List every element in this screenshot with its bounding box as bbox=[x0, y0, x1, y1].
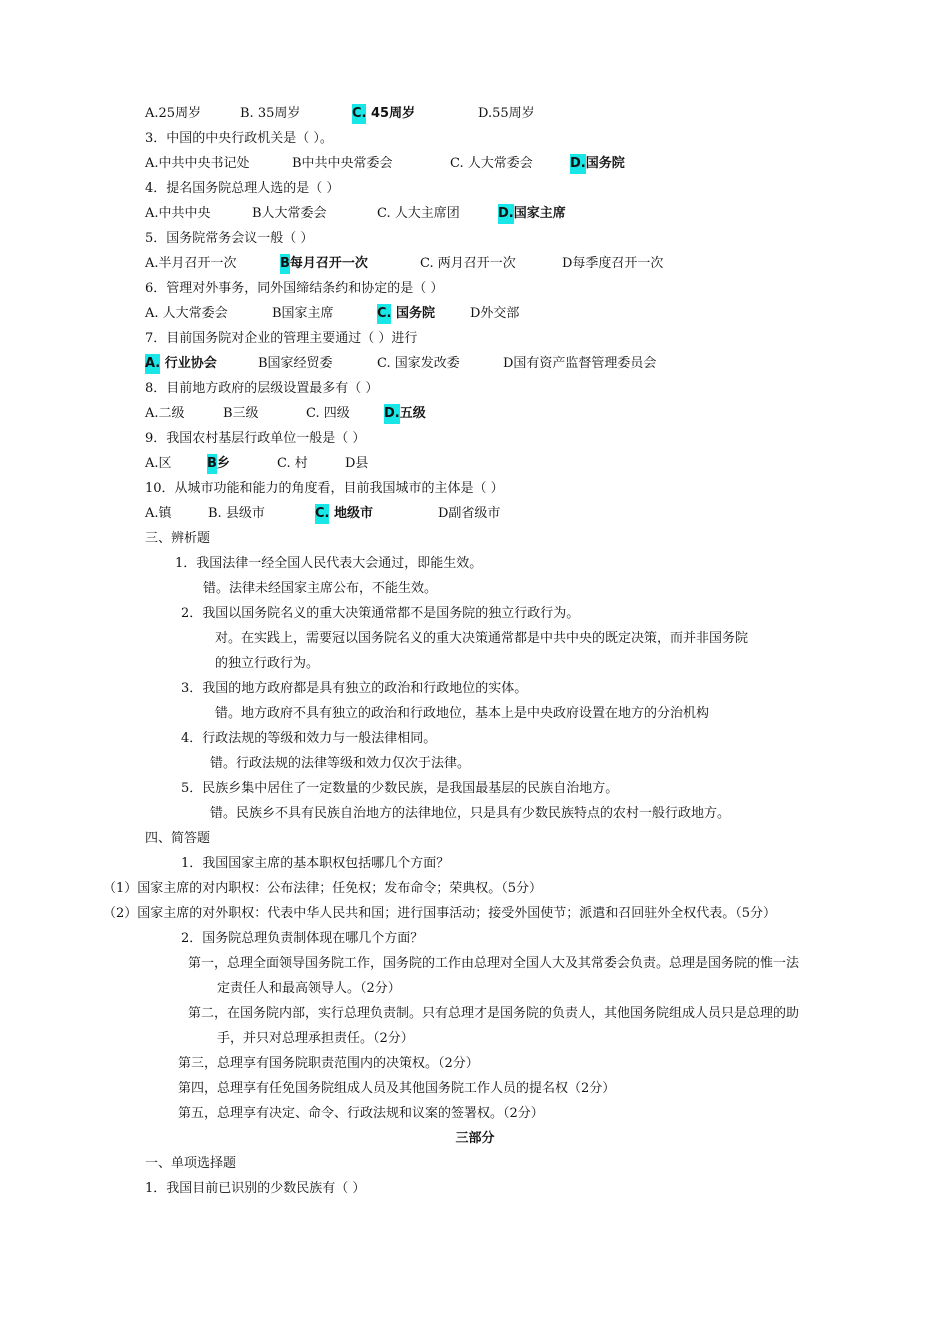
option-a: A.半月召开一次 bbox=[145, 256, 237, 271]
short-question-1: 1．我国国家主席的基本职权包括哪几个方面？ bbox=[181, 856, 450, 871]
answer-option-a: A. 行业协会 bbox=[145, 354, 217, 374]
option-d: D每季度召开一次 bbox=[562, 256, 664, 271]
option-b: B中共中央常委会 bbox=[292, 156, 393, 171]
question-10-stem: 10．从城市功能和能力的角度看，目前我国城市的主体是（ ） bbox=[145, 481, 504, 496]
short-answer-1-2: （2）国家主席的对外职权：代表中华人民共和国；进行国事活动；接受外国使节；派遣和召回驻外全权代表。（5分） bbox=[103, 906, 777, 921]
option-d: D.55周岁 bbox=[478, 106, 535, 121]
section-heading: 一、单项选择题 bbox=[145, 1156, 237, 1171]
part-title: 三部分 bbox=[455, 1131, 495, 1146]
question-5-stem: 5．国务院常务会议一般（ ） bbox=[145, 231, 314, 246]
answer-option-d: D.五级 bbox=[384, 404, 426, 424]
answer-highlight: B bbox=[207, 454, 217, 474]
option-b: B. 35周岁 bbox=[240, 106, 301, 121]
option-a: A.中共中央书记处 bbox=[145, 156, 250, 171]
short-question-2: 2．国务院总理负责制体现在哪几个方面？ bbox=[181, 931, 424, 946]
option-c: C. 村 bbox=[277, 456, 308, 471]
option-d: D国有资产监督管理委员会 bbox=[503, 356, 657, 371]
judge-answer-2: 对。在实践上，需要冠以国务院名义的重大决策通常都是中共中央的既定决策，而并非国务院 bbox=[215, 631, 749, 646]
question-7-stem: 7．目前国务院对企业的管理主要通过（ ）进行 bbox=[145, 331, 418, 346]
answer-highlight: C. bbox=[352, 104, 366, 124]
question-4-stem: 4．提名国务院总理人选的是（ ） bbox=[145, 181, 340, 196]
option-d: D外交部 bbox=[470, 306, 520, 321]
question-3-stem: 3．中国的中央行政机关是（ ）。 bbox=[145, 131, 333, 146]
option-c: C. 人大主席团 bbox=[377, 206, 460, 221]
answer-option-d: D.国务院 bbox=[570, 154, 625, 174]
question-9-stem: 9．我国农村基层行政单位一般是（ ） bbox=[145, 431, 366, 446]
option-c: C. 两月召开一次 bbox=[420, 256, 516, 271]
option-c: C. 人大常委会 bbox=[450, 156, 533, 171]
option-c: C. 国家发改委 bbox=[377, 356, 460, 371]
judge-answer-1: 错。法律未经国家主席公布，不能生效。 bbox=[203, 581, 438, 596]
answer-highlight: A. bbox=[145, 354, 160, 374]
short-answer-2-3: 第三，总理享有国务院职责范围内的决策权。（2分） bbox=[178, 1056, 479, 1071]
judge-answer-4: 错。行政法规的法律等级和效力仅次于法律。 bbox=[210, 756, 471, 771]
option-c: C. 四级 bbox=[306, 406, 350, 421]
question-1-stem: 1．我国目前已识别的少数民族有（ ） bbox=[145, 1181, 366, 1196]
judge-question-5: 5．民族乡集中居住了一定数量的少数民族，是我国最基层的民族自治地方。 bbox=[181, 781, 619, 796]
judge-answer-3: 错。地方政府不具有独立的政治和行政地位，基本上是中央政府设置在地方的分治机构 bbox=[215, 706, 710, 721]
option-b: B国家主席 bbox=[272, 306, 334, 321]
option-b: B国家经贸委 bbox=[258, 356, 333, 371]
section-heading: 四、简答题 bbox=[145, 831, 211, 846]
judge-question-1: 1．我国法律一经全国人民代表大会通过，即能生效。 bbox=[175, 556, 483, 571]
short-answer-1-1: （1）国家主席的对内职权：公布法律；任免权；发布命令；荣典权。（5分） bbox=[103, 881, 543, 896]
answer-option-b: B乡 bbox=[207, 454, 230, 474]
option-a: A.二级 bbox=[145, 406, 185, 421]
judge-question-3: 3．我国的地方政府都是具有独立的政治和行政地位的实体。 bbox=[181, 681, 528, 696]
option-d: D县 bbox=[345, 456, 369, 471]
judge-answer-5: 错。民族乡不具有民族自治地方的法律地位，只是具有少数民族特点的农村一般行政地方。 bbox=[210, 806, 731, 821]
answer-option-b: B每月召开一次 bbox=[280, 254, 368, 274]
short-answer-2-5: 第五，总理享有决定、命令、行政法规和议案的签署权。（2分） bbox=[178, 1106, 544, 1121]
option-a: A.25周岁 bbox=[145, 106, 202, 121]
option-a: A.镇 bbox=[145, 506, 172, 521]
section-heading: 三、辨析题 bbox=[145, 531, 211, 546]
option-b: B人大常委会 bbox=[252, 206, 327, 221]
option-b: B三级 bbox=[223, 406, 259, 421]
answer-option-c: C. 地级市 bbox=[315, 504, 373, 524]
judge-question-4: 4．行政法规的等级和效力与一般法律相同。 bbox=[181, 731, 437, 746]
question-8-stem: 8．目前地方政府的层级设置最多有（ ） bbox=[145, 381, 379, 396]
answer-highlight: D. bbox=[570, 154, 586, 174]
option-a: A.区 bbox=[145, 456, 172, 471]
judge-question-2: 2．我国以国务院名义的重大决策通常都不是国务院的独立行政行为。 bbox=[181, 606, 580, 621]
short-answer-2-1: 第一，总理全面领导国务院工作，国务院的工作由总理对全国人大及其常委会负责。总理是国务院的惟一法 bbox=[188, 956, 800, 971]
answer-highlight: B bbox=[280, 254, 290, 274]
answer-option-c: C. 45周岁 bbox=[352, 104, 415, 124]
answer-highlight: D. bbox=[498, 204, 514, 224]
short-answer-2-4: 第四，总理享有任免国务院组成人员及其他国务院工作人员的提名权（2分） bbox=[178, 1081, 616, 1096]
option-a: A. 人大常委会 bbox=[145, 306, 228, 321]
short-answer-2-2-cont: 手，并只对总理承担责任。（2分） bbox=[217, 1031, 414, 1046]
answer-highlight: D. bbox=[384, 404, 400, 424]
option-d: D副省级市 bbox=[438, 506, 501, 521]
judge-answer-2-cont: 的独立行政行为。 bbox=[215, 656, 320, 671]
answer-option-d: D.国家主席 bbox=[498, 204, 566, 224]
option-a: A.中共中央 bbox=[145, 206, 211, 221]
question-6-stem: 6．管理对外事务，同外国缔结条约和协定的是（ ） bbox=[145, 281, 444, 296]
short-answer-2-2: 第二，在国务院内部，实行总理负责制。只有总理才是国务院的负责人，其他国务院组成人员只是总理的助 bbox=[188, 1006, 800, 1021]
answer-highlight: C. bbox=[315, 504, 329, 524]
answer-highlight: C. bbox=[377, 304, 391, 324]
option-b: B. 县级市 bbox=[208, 506, 265, 521]
answer-option-c: C. 国务院 bbox=[377, 304, 435, 324]
short-answer-2-1-cont: 定责任人和最高领导人。（2分） bbox=[217, 981, 401, 996]
